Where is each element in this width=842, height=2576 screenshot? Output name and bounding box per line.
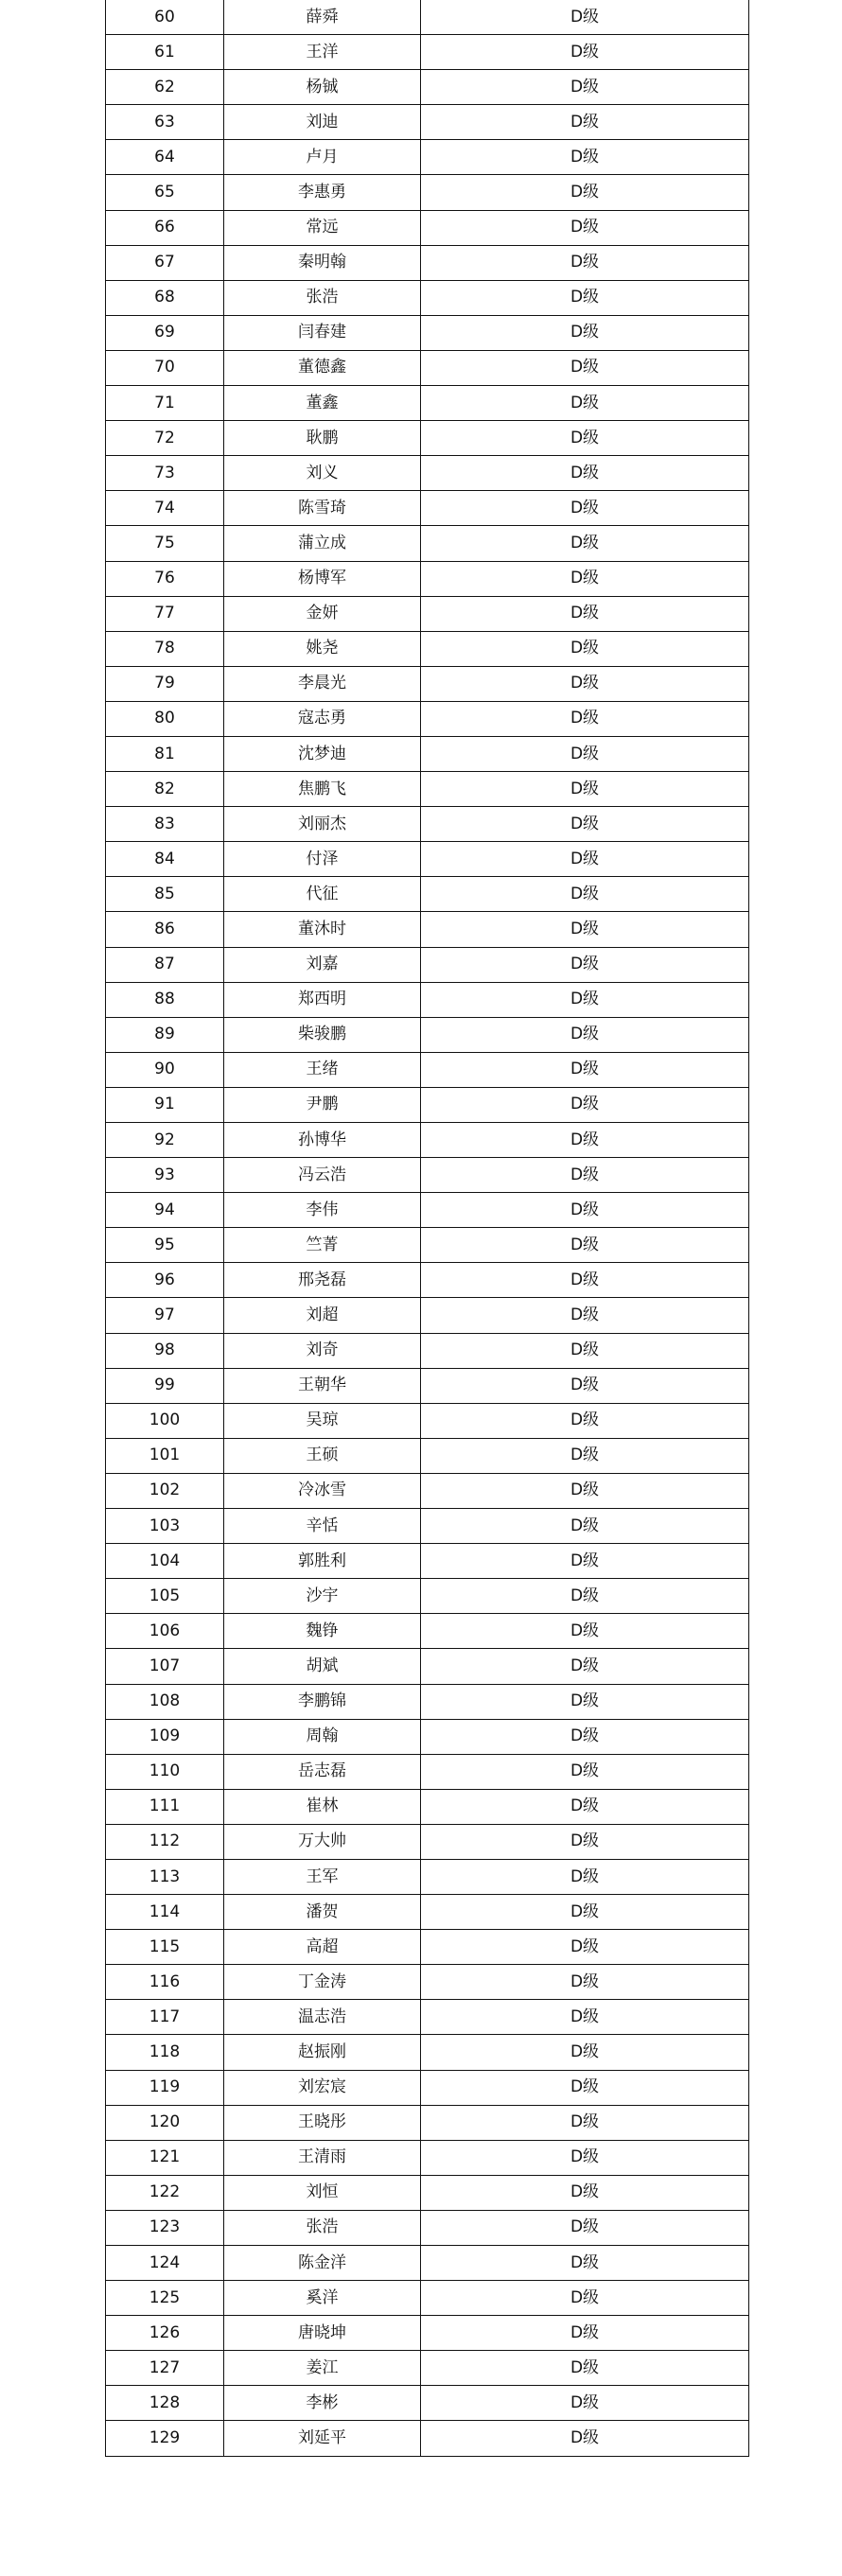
name-cell: 王清雨 (224, 2140, 421, 2175)
grade-cell: D级 (421, 1649, 749, 1684)
table-row (106, 2000, 749, 2035)
table-row (106, 280, 749, 315)
table-row (106, 1333, 749, 1368)
table-row (106, 1719, 749, 1754)
table-row (106, 140, 749, 175)
name-cell: 沈梦迪 (224, 736, 421, 771)
table-row (106, 666, 749, 701)
row-number-cell: 114 (106, 1895, 224, 1930)
name-cell: 岳志磊 (224, 1754, 421, 1789)
name-cell: 王朝华 (224, 1368, 421, 1403)
grade-cell: D级 (421, 736, 749, 771)
grade-cell: D级 (421, 2035, 749, 2070)
grade-cell: D级 (421, 877, 749, 912)
table-row (106, 631, 749, 666)
table-row (106, 561, 749, 596)
grade-cell: D级 (421, 280, 749, 315)
row-number-cell: 84 (106, 842, 224, 877)
table-row (106, 315, 749, 350)
table-row (106, 877, 749, 912)
table-row (106, 1754, 749, 1789)
row-number-cell: 110 (106, 1754, 224, 1789)
row-number-cell: 119 (106, 2070, 224, 2105)
name-cell: 王绪 (224, 1052, 421, 1087)
table-row (106, 1017, 749, 1052)
name-cell: 刘迪 (224, 105, 421, 140)
name-cell: 杨铖 (224, 70, 421, 105)
grade-cell: D级 (421, 1158, 749, 1193)
grade-cell: D级 (421, 2421, 749, 2456)
name-cell: 刘嘉 (224, 947, 421, 982)
table-row (106, 1895, 749, 1930)
row-number-cell: 115 (106, 1930, 224, 1965)
name-cell: 姚尧 (224, 631, 421, 666)
row-number-cell: 73 (106, 456, 224, 491)
roster-table-body (106, 0, 749, 2456)
name-cell: 冷冰雪 (224, 1473, 421, 1508)
name-cell: 孙博华 (224, 1123, 421, 1158)
grade-cell: D级 (421, 842, 749, 877)
row-number-cell: 90 (106, 1052, 224, 1087)
table-row (106, 1509, 749, 1544)
grade-cell: D级 (421, 701, 749, 736)
grade-cell: D级 (421, 2140, 749, 2175)
row-number-cell: 117 (106, 2000, 224, 2035)
grade-cell: D级 (421, 350, 749, 385)
grade-cell: D级 (421, 1754, 749, 1789)
table-row (106, 1859, 749, 1894)
name-cell: 董沐时 (224, 912, 421, 947)
name-cell: 卢月 (224, 140, 421, 175)
row-number-cell: 123 (106, 2210, 224, 2245)
name-cell: 蒲立成 (224, 526, 421, 561)
table-row (106, 1193, 749, 1228)
name-cell: 胡斌 (224, 1649, 421, 1684)
grade-cell: D级 (421, 2210, 749, 2245)
row-number-cell: 96 (106, 1263, 224, 1298)
name-cell: 冯云浩 (224, 1158, 421, 1193)
table-row (106, 701, 749, 736)
name-cell: 张浩 (224, 280, 421, 315)
grade-cell: D级 (421, 982, 749, 1017)
table-row (106, 2105, 749, 2140)
table-row (106, 842, 749, 877)
grade-cell: D级 (421, 807, 749, 842)
row-number-cell: 74 (106, 491, 224, 526)
row-number-cell: 107 (106, 1649, 224, 1684)
row-number-cell: 64 (106, 140, 224, 175)
grade-cell: D级 (421, 1333, 749, 1368)
row-number-cell: 63 (106, 105, 224, 140)
grade-cell: D级 (421, 596, 749, 631)
table-row (106, 2421, 749, 2456)
grade-cell: D级 (421, 2351, 749, 2386)
name-cell: 常远 (224, 210, 421, 245)
grade-cell: D级 (421, 1403, 749, 1438)
row-number-cell: 62 (106, 70, 224, 105)
name-cell: 邢尧磊 (224, 1263, 421, 1298)
row-number-cell: 98 (106, 1333, 224, 1368)
grade-cell: D级 (421, 386, 749, 421)
grade-cell: D级 (421, 2386, 749, 2421)
row-number-cell: 61 (106, 35, 224, 70)
name-cell: 刘义 (224, 456, 421, 491)
row-number-cell: 118 (106, 2035, 224, 2070)
name-cell: 吴琼 (224, 1403, 421, 1438)
name-cell: 唐晓坤 (224, 2316, 421, 2351)
grade-cell: D级 (421, 2316, 749, 2351)
name-cell: 万大帅 (224, 1824, 421, 1859)
name-cell: 王硕 (224, 1438, 421, 1473)
row-number-cell: 72 (106, 421, 224, 456)
row-number-cell: 67 (106, 245, 224, 280)
grade-cell: D级 (421, 1017, 749, 1052)
table-row (106, 491, 749, 526)
grade-cell: D级 (421, 561, 749, 596)
row-number-cell: 127 (106, 2351, 224, 2386)
row-number-cell: 93 (106, 1158, 224, 1193)
grade-cell: D级 (421, 245, 749, 280)
grade-cell: D级 (421, 2105, 749, 2140)
table-row (106, 1298, 749, 1333)
row-number-cell: 94 (106, 1193, 224, 1228)
row-number-cell: 80 (106, 701, 224, 736)
row-number-cell: 126 (106, 2316, 224, 2351)
row-number-cell: 66 (106, 210, 224, 245)
row-number-cell: 104 (106, 1544, 224, 1579)
row-number-cell: 106 (106, 1614, 224, 1649)
grade-cell: D级 (421, 2000, 749, 2035)
row-number-cell: 95 (106, 1228, 224, 1263)
row-number-cell: 88 (106, 982, 224, 1017)
row-number-cell: 75 (106, 526, 224, 561)
table-row (106, 1052, 749, 1087)
row-number-cell: 86 (106, 912, 224, 947)
name-cell: 代征 (224, 877, 421, 912)
row-number-cell: 85 (106, 877, 224, 912)
name-cell: 耿鹏 (224, 421, 421, 456)
grade-cell: D级 (421, 1789, 749, 1824)
table-row (106, 1123, 749, 1158)
name-cell: 王洋 (224, 35, 421, 70)
name-cell: 刘奇 (224, 1333, 421, 1368)
grade-cell: D级 (421, 772, 749, 807)
table-row (106, 1473, 749, 1508)
name-cell: 薛舜 (224, 0, 421, 35)
table-row (106, 1824, 749, 1859)
grade-cell: D级 (421, 2281, 749, 2316)
row-number-cell: 113 (106, 1859, 224, 1894)
table-row (106, 2140, 749, 2175)
grade-cell: D级 (421, 526, 749, 561)
table-row (106, 947, 749, 982)
name-cell: 王军 (224, 1859, 421, 1894)
name-cell: 温志浩 (224, 2000, 421, 2035)
name-cell: 李鹏锦 (224, 1684, 421, 1719)
row-number-cell: 125 (106, 2281, 224, 2316)
row-number-cell: 79 (106, 666, 224, 701)
grade-cell: D级 (421, 491, 749, 526)
grade-cell: D级 (421, 1895, 749, 1930)
name-cell: 刘超 (224, 1298, 421, 1333)
table-row (106, 982, 749, 1017)
row-number-cell: 105 (106, 1579, 224, 1614)
name-cell: 崔林 (224, 1789, 421, 1824)
table-row (106, 0, 749, 35)
grade-cell: D级 (421, 35, 749, 70)
row-number-cell: 69 (106, 315, 224, 350)
name-cell: 刘延平 (224, 2421, 421, 2456)
name-cell: 焦鹏飞 (224, 772, 421, 807)
grade-cell: D级 (421, 1087, 749, 1122)
name-cell: 董德鑫 (224, 350, 421, 385)
grade-cell: D级 (421, 1579, 749, 1614)
grade-cell: D级 (421, 105, 749, 140)
row-number-cell: 65 (106, 175, 224, 210)
grade-cell: D级 (421, 912, 749, 947)
table-row (106, 1403, 749, 1438)
table-row (106, 421, 749, 456)
grade-cell: D级 (421, 1368, 749, 1403)
table-row (106, 456, 749, 491)
table-row (106, 2210, 749, 2245)
table-row (106, 2351, 749, 2386)
name-cell: 柴骏鹏 (224, 1017, 421, 1052)
table-row (106, 70, 749, 105)
row-number-cell: 111 (106, 1789, 224, 1824)
grade-cell: D级 (421, 2175, 749, 2210)
grade-cell: D级 (421, 1965, 749, 2000)
grade-cell: D级 (421, 2246, 749, 2281)
table-row (106, 245, 749, 280)
row-number-cell: 68 (106, 280, 224, 315)
table-row (106, 1438, 749, 1473)
table-row (106, 2246, 749, 2281)
table-row (106, 1614, 749, 1649)
grade-cell: D级 (421, 631, 749, 666)
row-number-cell: 129 (106, 2421, 224, 2456)
grade-cell: D级 (421, 1824, 749, 1859)
grade-cell: D级 (421, 1719, 749, 1754)
table-row (106, 736, 749, 771)
row-number-cell: 116 (106, 1965, 224, 2000)
table-row (106, 1579, 749, 1614)
name-cell: 竺菁 (224, 1228, 421, 1263)
name-cell: 杨博军 (224, 561, 421, 596)
table-row (106, 175, 749, 210)
grade-cell: D级 (421, 456, 749, 491)
table-row (106, 912, 749, 947)
name-cell: 姜江 (224, 2351, 421, 2386)
name-cell: 董鑫 (224, 386, 421, 421)
grade-cell: D级 (421, 1614, 749, 1649)
name-cell: 张浩 (224, 2210, 421, 2245)
table-row (106, 1965, 749, 2000)
table-row (106, 1158, 749, 1193)
name-cell: 陈雪琦 (224, 491, 421, 526)
row-number-cell: 103 (106, 1509, 224, 1544)
grade-cell: D级 (421, 1509, 749, 1544)
row-number-cell: 100 (106, 1403, 224, 1438)
table-row (106, 2035, 749, 2070)
grade-cell: D级 (421, 1438, 749, 1473)
name-cell: 郑西明 (224, 982, 421, 1017)
table-row (106, 2281, 749, 2316)
name-cell: 秦明翰 (224, 245, 421, 280)
grade-cell: D级 (421, 1263, 749, 1298)
name-cell: 刘宏宸 (224, 2070, 421, 2105)
row-number-cell: 97 (106, 1298, 224, 1333)
grade-cell: D级 (421, 1930, 749, 1965)
row-number-cell: 76 (106, 561, 224, 596)
row-number-cell: 99 (106, 1368, 224, 1403)
grade-cell: D级 (421, 2070, 749, 2105)
table-row (106, 386, 749, 421)
name-cell: 寇志勇 (224, 701, 421, 736)
table-row (106, 526, 749, 561)
name-cell: 闫春建 (224, 315, 421, 350)
name-cell: 李惠勇 (224, 175, 421, 210)
grade-cell: D级 (421, 1298, 749, 1333)
name-cell: 金妍 (224, 596, 421, 631)
grade-cell: D级 (421, 1228, 749, 1263)
grade-cell: D级 (421, 947, 749, 982)
table-row (106, 1544, 749, 1579)
table-row (106, 1087, 749, 1122)
name-cell: 丁金涛 (224, 1965, 421, 2000)
row-number-cell: 89 (106, 1017, 224, 1052)
row-number-cell: 83 (106, 807, 224, 842)
grade-cell: D级 (421, 315, 749, 350)
row-number-cell: 60 (106, 0, 224, 35)
row-number-cell: 82 (106, 772, 224, 807)
name-cell: 潘贺 (224, 1895, 421, 1930)
name-cell: 尹鹏 (224, 1087, 421, 1122)
name-cell: 魏铮 (224, 1614, 421, 1649)
table-row (106, 1368, 749, 1403)
table-row (106, 1930, 749, 1965)
name-cell: 李伟 (224, 1193, 421, 1228)
grade-cell: D级 (421, 140, 749, 175)
row-number-cell: 124 (106, 2246, 224, 2281)
table-row (106, 772, 749, 807)
name-cell: 刘丽杰 (224, 807, 421, 842)
row-number-cell: 122 (106, 2175, 224, 2210)
roster-table (105, 0, 749, 2457)
name-cell: 李彬 (224, 2386, 421, 2421)
table-row (106, 2175, 749, 2210)
row-number-cell: 78 (106, 631, 224, 666)
row-number-cell: 70 (106, 350, 224, 385)
grade-cell: D级 (421, 1684, 749, 1719)
table-row (106, 1263, 749, 1298)
grade-cell: D级 (421, 1193, 749, 1228)
table-row (106, 1228, 749, 1263)
row-number-cell: 71 (106, 386, 224, 421)
row-number-cell: 112 (106, 1824, 224, 1859)
row-number-cell: 87 (106, 947, 224, 982)
name-cell: 高超 (224, 1930, 421, 1965)
grade-cell: D级 (421, 70, 749, 105)
row-number-cell: 120 (106, 2105, 224, 2140)
table-row (106, 350, 749, 385)
grade-cell: D级 (421, 210, 749, 245)
grade-cell: D级 (421, 1052, 749, 1087)
name-cell: 辛恬 (224, 1509, 421, 1544)
grade-cell: D级 (421, 1544, 749, 1579)
grade-cell: D级 (421, 175, 749, 210)
name-cell: 王晓彤 (224, 2105, 421, 2140)
name-cell: 李晨光 (224, 666, 421, 701)
table-row (106, 1684, 749, 1719)
table-row (106, 596, 749, 631)
grade-cell: D级 (421, 421, 749, 456)
grade-cell: D级 (421, 1473, 749, 1508)
table-row (106, 2070, 749, 2105)
name-cell: 刘恒 (224, 2175, 421, 2210)
name-cell: 陈金洋 (224, 2246, 421, 2281)
row-number-cell: 102 (106, 1473, 224, 1508)
grade-cell: D级 (421, 0, 749, 35)
name-cell: 郭胜利 (224, 1544, 421, 1579)
row-number-cell: 128 (106, 2386, 224, 2421)
table-row (106, 2386, 749, 2421)
name-cell: 奚洋 (224, 2281, 421, 2316)
name-cell: 赵振刚 (224, 2035, 421, 2070)
name-cell: 沙宇 (224, 1579, 421, 1614)
table-row (106, 1649, 749, 1684)
grade-cell: D级 (421, 666, 749, 701)
table-row (106, 807, 749, 842)
table-row (106, 1789, 749, 1824)
name-cell: 付泽 (224, 842, 421, 877)
row-number-cell: 108 (106, 1684, 224, 1719)
row-number-cell: 101 (106, 1438, 224, 1473)
row-number-cell: 77 (106, 596, 224, 631)
row-number-cell: 121 (106, 2140, 224, 2175)
grade-cell: D级 (421, 1859, 749, 1894)
row-number-cell: 92 (106, 1123, 224, 1158)
grade-cell: D级 (421, 1123, 749, 1158)
table-row (106, 2316, 749, 2351)
row-number-cell: 81 (106, 736, 224, 771)
table-row (106, 105, 749, 140)
row-number-cell: 91 (106, 1087, 224, 1122)
table-row (106, 35, 749, 70)
name-cell: 周翰 (224, 1719, 421, 1754)
row-number-cell: 109 (106, 1719, 224, 1754)
table-row (106, 210, 749, 245)
